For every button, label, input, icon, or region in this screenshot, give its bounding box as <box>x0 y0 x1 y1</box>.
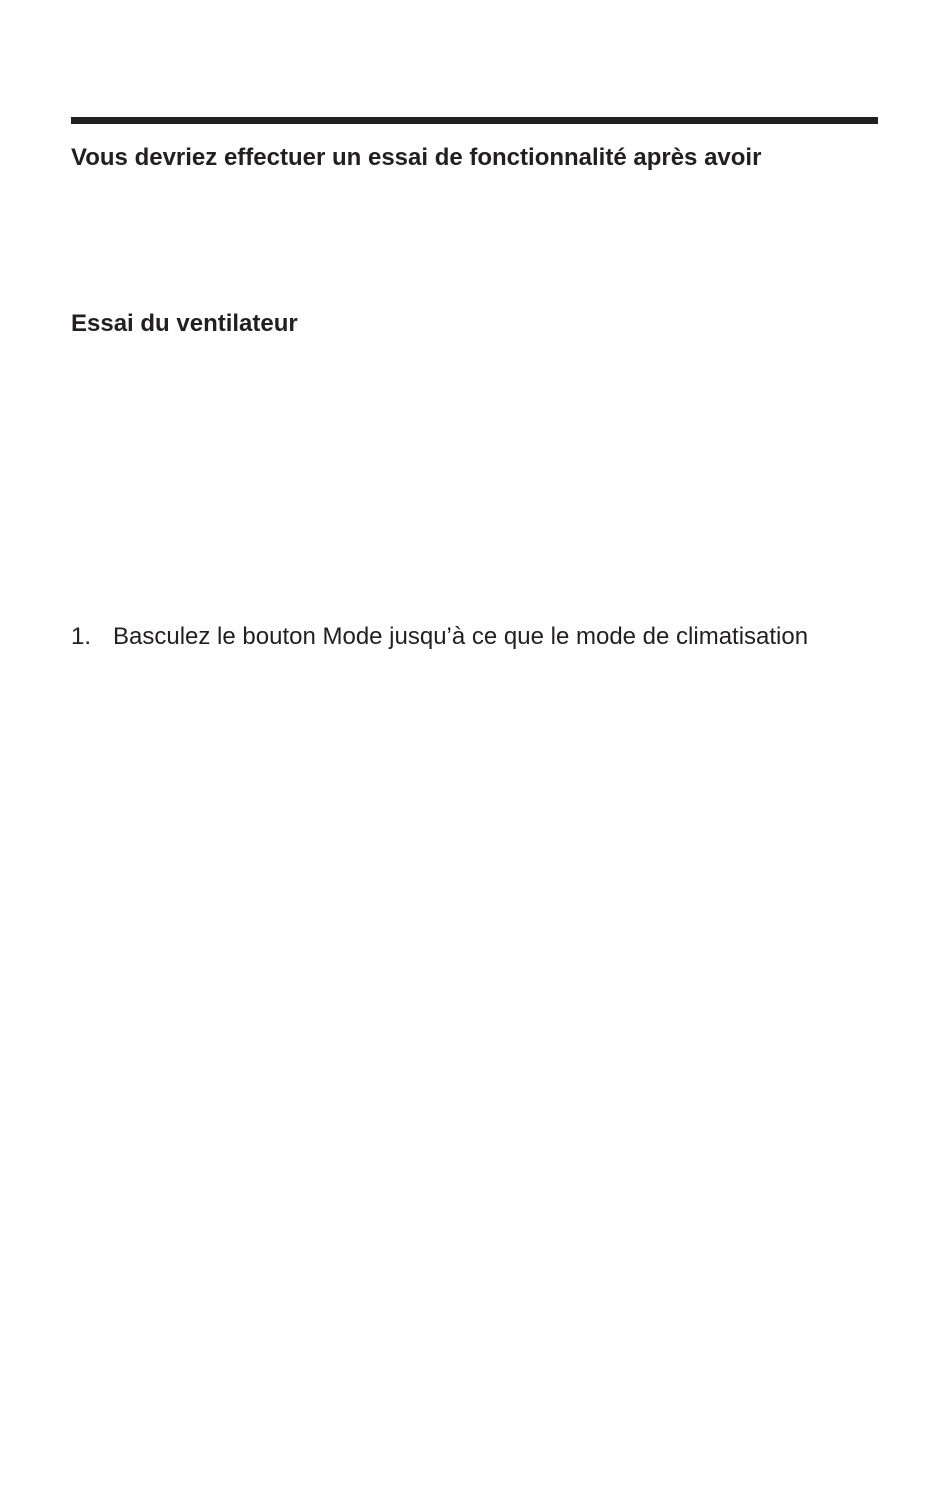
step-text: Basculez le bouton Mode jusqu’à ce que le mode de climatisation <box>113 623 809 650</box>
section-heading: Essai du ventilateur <box>71 310 298 337</box>
step-number: 1. <box>71 623 92 650</box>
intro-paragraph: Vous devriez effectuer un essai de fonctionnalité après avoir <box>71 144 762 171</box>
list-item <box>71 622 878 652</box>
header-rule <box>71 117 878 124</box>
